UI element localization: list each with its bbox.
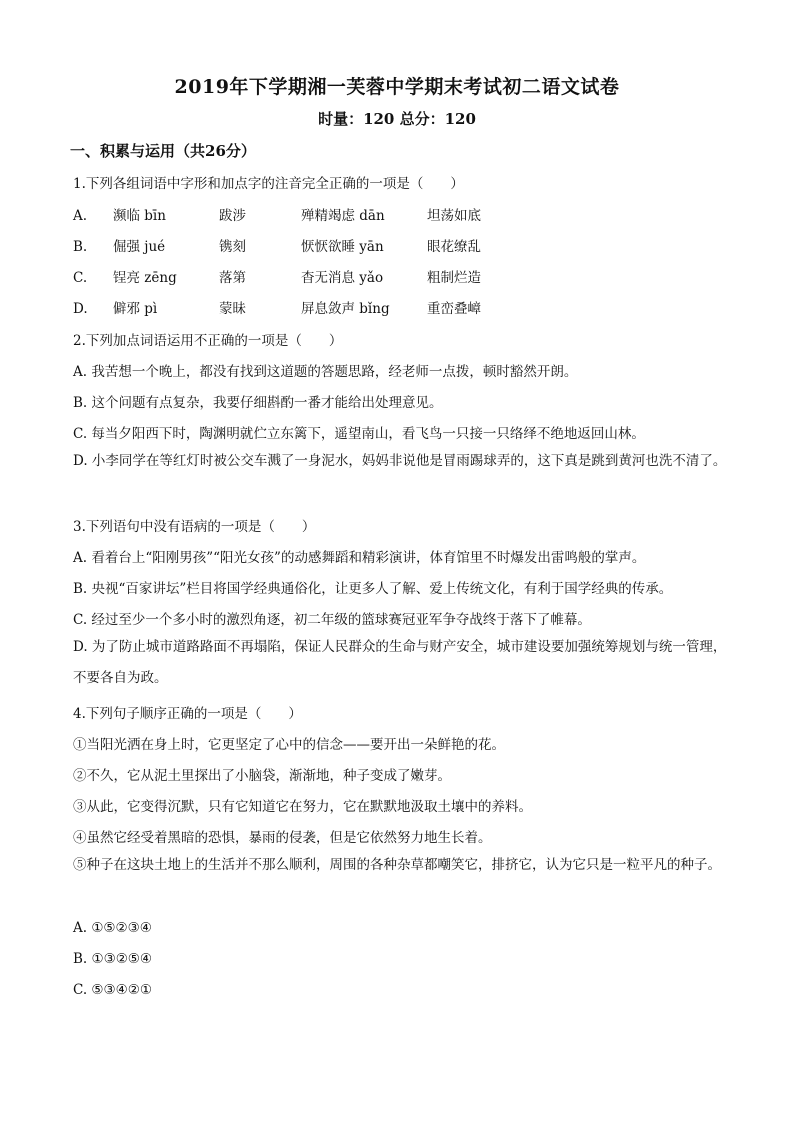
q1-option-a — [73, 204, 547, 224]
option-label: C. — [73, 270, 88, 286]
word: 镌刻 — [219, 239, 246, 255]
q4-option-b: B. ①③②⑤④ — [73, 951, 153, 967]
q2-option-c: C. 每当夕阳西下时，陶渊明就伫立东篱下，遥望南山，看飞鸟一只接一只络绎不绝地返回山林。 — [73, 426, 645, 442]
word: 濒临 bīn — [113, 208, 166, 224]
q3-option-c: C. 经过至少一个多小时的激烈角逐，初二年级的篮球赛冠亚军争夺战终于落下了帷幕。 — [73, 612, 591, 628]
q4-option-a: A. ①⑤②③④ — [73, 920, 152, 936]
word: 眼花缭乱 — [427, 239, 481, 255]
q4-option-c: C. ⑤③④②① — [73, 982, 152, 998]
word: 恹恹欲睡 yān — [301, 239, 384, 255]
page-title: 2019年下学期湘一芙蓉中学期末考试初二语文试卷 — [174, 76, 620, 98]
q1-option-c — [73, 266, 547, 286]
q2-option-d: D. 小李同学在等红灯时被公交车溅了一身泥水，妈妈非说他是冒雨踢球弄的，这下真是跳到黄河也洗不清了。 — [73, 453, 727, 469]
q4-sentence-3: ③从此，它变得沉默，只有它知道它在努力，它在默默地汲取土壤中的养料。 — [73, 799, 532, 815]
q3-option-b: B. 央视“百家讲坛”栏目将国学经典通俗化，让更多人了解、爱上传统文化，有利于国学经典的传承。 — [73, 581, 673, 597]
q3-stem: 3.下列语句中没有语病的一项是（ ） — [73, 519, 316, 535]
word: 殚精竭虑 dān — [301, 208, 385, 224]
q4-stem: 4.下列句子顺序正确的一项是（ ） — [73, 706, 302, 722]
q1-option-b — [73, 235, 547, 255]
q2-option-a: A. 我苦想一个晚上，都没有找到这道题的答题思路，经老师一点拨，顿时豁然开朗。 — [73, 364, 578, 380]
section-heading: 一、积累与运用（共26分） — [70, 142, 256, 160]
word: 重峦叠嶂 — [427, 301, 481, 317]
option-label: B. — [73, 239, 88, 255]
word: 杳无消息 yǎo — [301, 270, 384, 286]
word: 跋涉 — [219, 208, 246, 224]
word: 倔强 jué — [113, 239, 166, 255]
q4-sentence-4: ④虽然它经受着黑暗的恐惧，暴雨的侵袭，但是它依然努力地生长着。 — [73, 830, 492, 846]
q1-option-d — [73, 297, 547, 317]
word: 屏息敛声 bǐng — [301, 301, 390, 317]
word: 坦荡如底 — [427, 208, 481, 224]
word: 锃亮 zēng — [113, 270, 177, 286]
q4-sentence-1: ①当阳光洒在身上时，它更坚定了心中的信念——要开出一朵鲜艳的花。 — [73, 737, 505, 753]
word: 蒙昧 — [219, 301, 246, 317]
option-label: D. — [73, 301, 88, 317]
q4-sentence-5: ⑤种子在这块土地上的生活并不那么顺利，周围的各种杂草都嘲笑它，排挤它，认为它只是一粒平凡的种子。 — [73, 857, 721, 873]
word: 僻邪 pì — [113, 301, 158, 317]
q3-option-d: D. 为了防止城市道路路面不再塌陷，保证人民群众的生命与财产安全，城市建设要加强统筹规划与统一管理，不要各自为政。 — [73, 639, 727, 686]
option-label: A. — [73, 208, 88, 224]
q4-sentence-2: ②不久，它从泥土里探出了小脑袋，渐渐地，种子变成了嫩芽。 — [73, 768, 451, 784]
exam-meta: 时量：120 总分：120 — [318, 110, 476, 128]
q2-option-b: B. 这个问题有点复杂，我要仔细斟酌一番才能给出处理意见。 — [73, 395, 443, 411]
q3-option-a: A. 看着台上“阳刚男孩”“阳光女孩”的动感舞蹈和精彩演讲，体育馆里不时爆发出雷鸣般的掌声。 — [73, 550, 646, 566]
q1-stem: 1.下列各组词语中字形和加点字的注音完全正确的一项是（ ） — [73, 176, 464, 192]
q2-stem: 2.下列加点词语运用不正确的一项是（ ） — [73, 333, 343, 349]
word: 落第 — [219, 270, 246, 286]
word: 粗制烂造 — [427, 270, 481, 286]
